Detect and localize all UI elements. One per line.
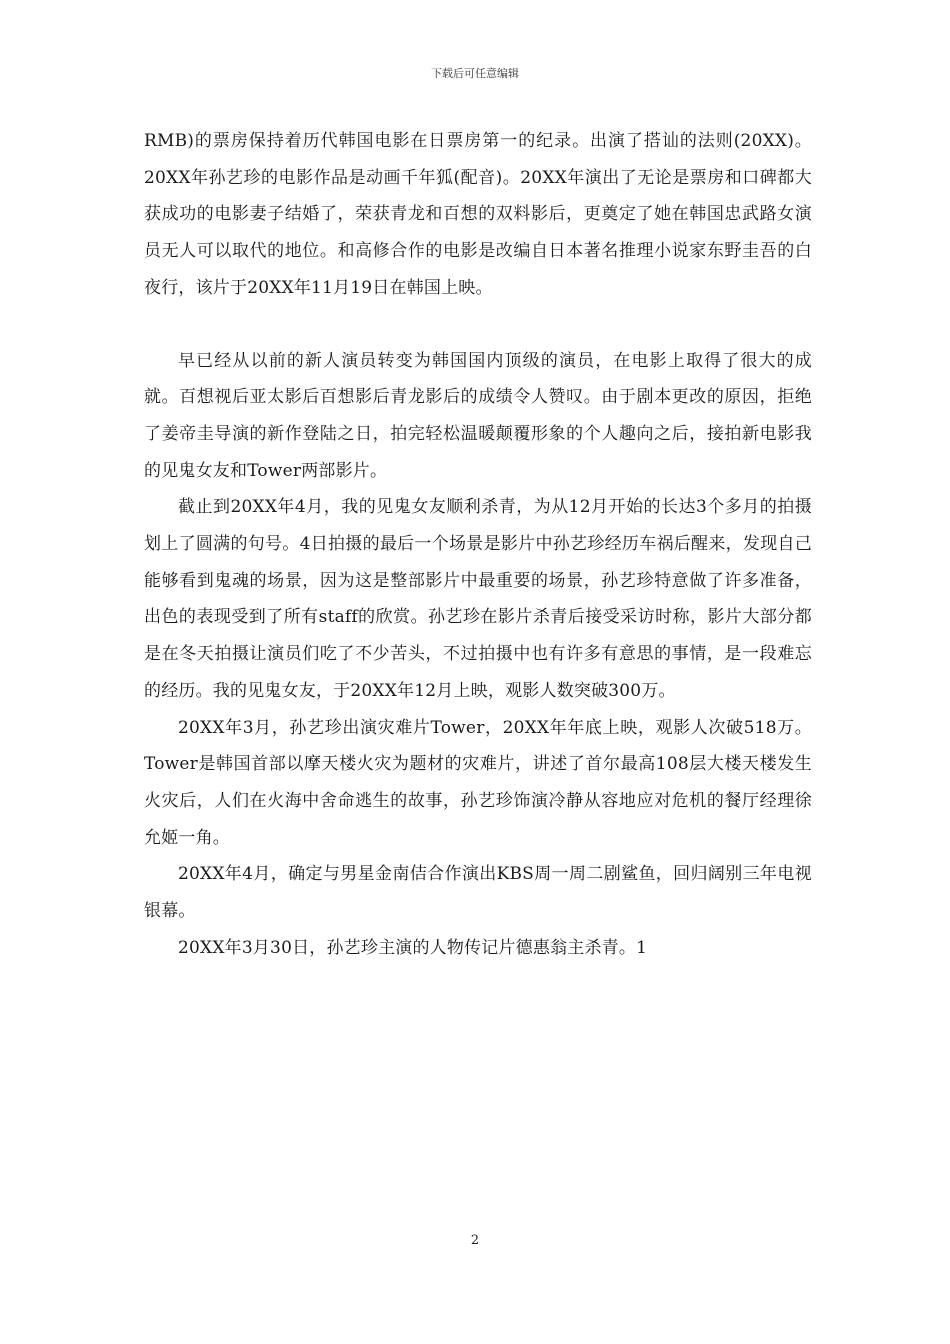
paragraph-shark: 20XX年4月，确定与男星金南佶合作演出KBS周一周二剧鲨鱼，回归阔别三年电视银幕。 (144, 864, 812, 922)
paragraph-ghost-girlfriend: 截止到20XX年4月，我的见鬼女友顺利杀青，为从12月开始的长达3个多月的拍摄划上了圆满的句号。4日拍摄的最后一个场景是影片中孙艺珍经历车祸后醒来，发现自己能够看到鬼魂的场景，因为这是整部影片中最重要的场景，孙艺珍特意做了许多准备，出色的表现受到了所有staff的欣赏。孙艺珍在影片杀青后接受采访时称，影片大部分都是在冬天拍摄让演员们吃了不少苦头，不过拍摄中也有许多有意思的事情，是一段难忘的经历。我的见鬼女友，于20XX年12月上映，观影人数突破300万。 (144, 497, 812, 701)
document-body (144, 123, 812, 966)
paragraph-spacer (144, 307, 812, 343)
paragraph-deokhye: 20XX年3月30日，孙艺珍主演的人物传记片德惠翁主杀青。1 (178, 937, 648, 958)
paragraph-career: 早已经从以前的新人演员转变为韩国国内顶级的演员，在电影上取得了很大的成就。百想视后亚太影后百想影后青龙影后的成绩令人赞叹。由于剧本更改的原因，拒绝了姜帝圭导演的新作登陆之日，拍完轻松温暖颠覆形象的个人趣向之后，接拍新电影我的见鬼女友和Tower两部影片。 (144, 350, 812, 481)
paragraph-tower: 20XX年3月，孙艺珍出演灾难片Tower，20XX年年底上映，观影人次破518万。Tower是韩国首部以摩天楼火灾为题材的灾难片，讲述了首尔最高108层大楼天楼发生火灾后，人们在火海中舍命逃生的故事，孙艺珍饰演冷静从容地应对危机的餐厅经理徐允姬一角。 (144, 717, 812, 848)
page-header: 下载后可任意编辑 (431, 67, 519, 80)
paragraph-box-office: RMB)的票房保持着历代韩国电影在日票房第一的纪录。出演了搭讪的法则(20XX)。20XX年孙艺珍的电影作品是动画千年狐(配音)。20XX年演出了无论是票房和口碑都大获成功的电影妻子结婚了，荣获青龙和百想的双料影后，更奠定了她在韩国忠武路女演员无人可以取代的地位。和高修合作的电影是改编自日本著名推理小说家东野圭吾的白夜行，该片于20XX年11月19日在韩国上映。 (144, 131, 812, 298)
page-number: 2 (470, 1233, 480, 1248)
